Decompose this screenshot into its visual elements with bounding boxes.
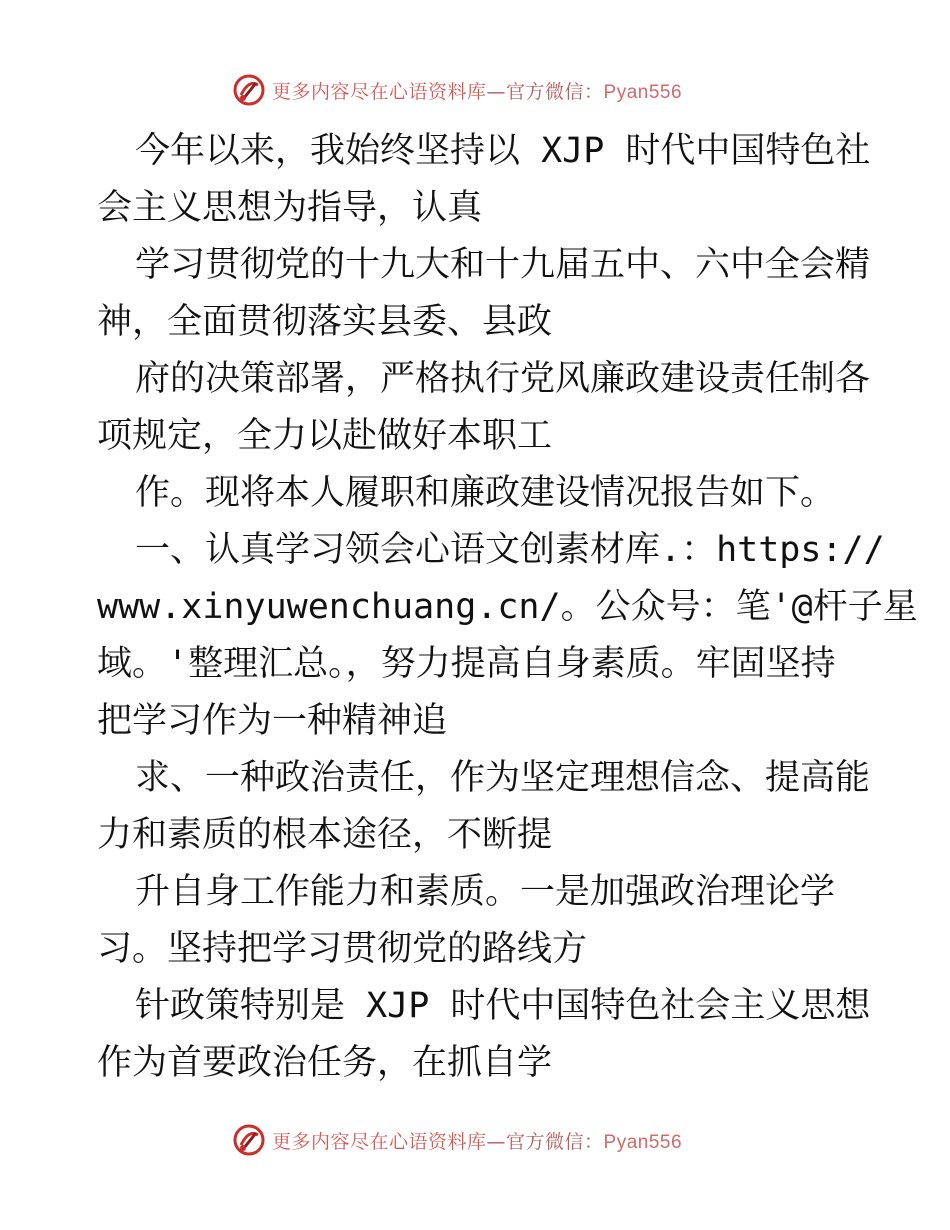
text-line: 针政策特别是 XJP 时代中国特色社会主义思想 xyxy=(135,986,871,1026)
text-line: 域。'整理汇总。，努力提高自身素质。牢固坚持 xyxy=(97,644,836,684)
watermark-text xyxy=(272,1127,682,1154)
text-line: www.xinyuwenchuang.cn/。公众号：笔'@杆子星 xyxy=(97,587,918,627)
text-line: 作为首要政治任务，在抓自学 xyxy=(97,1043,553,1083)
text-line: 神，全面贯彻落实县委、县政 xyxy=(97,302,553,342)
text-line: 升自身工作能力和素质。一是加强政治理论学 xyxy=(135,872,836,912)
seal-logo-icon xyxy=(232,73,266,107)
text-line: 今年以来，我始终坚持以 XJP 时代中国特色社 xyxy=(135,131,871,171)
seal-logo-icon xyxy=(232,1123,266,1157)
text-line: 把学习作为一种精神追 xyxy=(97,701,448,741)
watermark-separator: — xyxy=(486,1130,507,1153)
watermark-official: 官方微信： xyxy=(506,1130,604,1153)
watermark-header xyxy=(232,70,682,110)
watermark-separator: — xyxy=(486,80,507,103)
text-line: 府的决策部署，严格执行党风廉政建设责任制各 xyxy=(135,359,871,399)
text-line: 力和素质的根本途径，不断提 xyxy=(97,815,553,855)
text-line: 会主义思想为指导，认真 xyxy=(97,188,483,228)
text-line: 学习贯彻党的十九大和十九届五中、六中全会精 xyxy=(135,245,871,285)
watermark-text xyxy=(272,77,682,104)
watermark-handle: Pyan556 xyxy=(603,1131,683,1153)
text-line: 一、认真学习领会心语文创素材库.：https:// xyxy=(135,530,885,570)
body-text xyxy=(97,123,918,1092)
text-line: 求、一种政治责任，作为坚定理想信念、提高能 xyxy=(135,758,871,798)
text-line: 项规定，全力以赴做好本职工 xyxy=(97,416,553,456)
watermark-brand: 更多内容尽在心语资料库 xyxy=(272,1130,487,1153)
text-line: 习。坚持把学习贯彻党的路线方 xyxy=(97,929,588,969)
text-line: 作。现将本人履职和廉政建设情况报告如下。 xyxy=(135,473,836,513)
watermark-official: 官方微信： xyxy=(506,80,604,103)
watermark-footer xyxy=(232,1120,682,1160)
watermark-handle: Pyan556 xyxy=(603,81,683,103)
watermark-brand: 更多内容尽在心语资料库 xyxy=(272,80,487,103)
